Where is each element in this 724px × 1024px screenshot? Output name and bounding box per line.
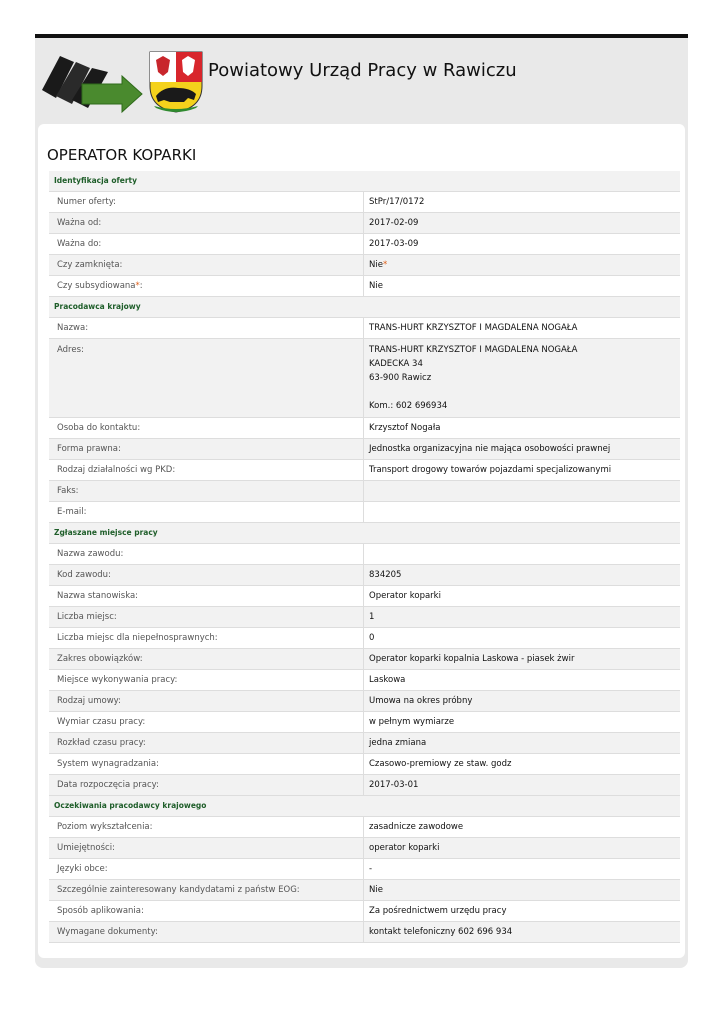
- field-label-text: Kod zawodu:: [57, 570, 111, 580]
- table-row: [49, 733, 680, 754]
- field-label-text: Liczba miejsc dla niepełnosprawnych:: [57, 633, 218, 643]
- page-frame: [35, 34, 688, 968]
- table-row: [49, 318, 680, 339]
- field-label-text: Forma prawna:: [57, 444, 121, 454]
- job-title: OPERATOR KOPARKI: [47, 146, 197, 164]
- table-row: [49, 691, 680, 712]
- field-label-text: Zakres obowiązków:: [57, 654, 143, 664]
- table-row: [49, 481, 680, 502]
- table-row: [49, 901, 680, 922]
- field-label-text: Czy subsydiowana: [57, 281, 136, 291]
- field-label-text: Rozkład czasu pracy:: [57, 738, 146, 748]
- field-value: [364, 775, 680, 795]
- address-line: KADECKA 34: [369, 359, 423, 369]
- field-value: [364, 859, 680, 879]
- field-value: [364, 439, 680, 459]
- field-label-text: Osoba do kontaktu:: [57, 423, 141, 433]
- table-row: [49, 712, 680, 733]
- field-value: [364, 418, 680, 438]
- field-label-text: Umiejętności:: [57, 843, 115, 853]
- field-label: [49, 502, 364, 522]
- field-value-text: Transport drogowy towarów pojazdami specjalizowanymi: [369, 465, 612, 475]
- field-value-text: 1: [369, 612, 375, 622]
- table-row: [49, 213, 680, 234]
- table-row: [49, 255, 680, 276]
- section-heading: Identyfikacja oferty: [49, 171, 680, 192]
- address-line: [369, 385, 680, 399]
- table-row: [49, 670, 680, 691]
- table-row: [49, 607, 680, 628]
- field-label-text: Nazwa stanowiska:: [57, 591, 139, 601]
- field-label-text: Numer oferty:: [57, 197, 116, 207]
- field-value-text: kontakt telefoniczny 602 696 934: [369, 927, 513, 937]
- table-row: [49, 775, 680, 796]
- field-label-text: Nazwa:: [57, 323, 89, 333]
- table-row: [49, 339, 680, 418]
- field-value: [364, 880, 680, 900]
- field-value-text: 0: [369, 633, 375, 643]
- field-label: [49, 276, 364, 296]
- field-value-text: Laskowa: [369, 675, 406, 685]
- field-label: [49, 318, 364, 338]
- field-value-text: 2017-03-09: [369, 239, 419, 249]
- field-label-text: System wynagradzania:: [57, 759, 159, 769]
- field-value-text: Nie: [369, 885, 383, 895]
- table-row: [49, 838, 680, 859]
- field-value: [364, 754, 680, 774]
- field-label-suffix: :: [139, 281, 143, 291]
- field-label: [49, 544, 364, 564]
- field-label: [49, 922, 364, 942]
- field-value-text: 834205: [369, 570, 402, 580]
- field-label: [49, 565, 364, 585]
- field-label: [49, 418, 364, 438]
- field-label: [49, 649, 364, 669]
- field-label: [49, 255, 364, 275]
- field-value-text: Czasowo-premiowy ze staw. godz: [369, 759, 512, 769]
- field-label: [49, 775, 364, 795]
- address-line: Kom.: 602 696934: [369, 401, 448, 411]
- field-label-text: Wymagane dokumenty:: [57, 927, 158, 937]
- table-row: [49, 628, 680, 649]
- field-label-text: Miejsce wykonywania pracy:: [57, 675, 178, 685]
- field-value: [364, 901, 680, 921]
- field-value-text: Nie: [369, 260, 383, 270]
- field-value: [364, 565, 680, 585]
- field-value: [364, 733, 680, 753]
- field-label-text: Ważna od:: [57, 218, 102, 228]
- field-value: [364, 339, 680, 417]
- required-star: *: [135, 281, 140, 291]
- field-label-text: Adres:: [57, 345, 84, 355]
- field-value: [364, 670, 680, 690]
- address-line: 63-900 Rawicz: [369, 373, 432, 383]
- field-value: [364, 544, 680, 564]
- section-heading: Pracodawca krajowy: [49, 297, 680, 318]
- field-value-text: 2017-02-09: [369, 218, 419, 228]
- field-value-text: Umowa na okres próbny: [369, 696, 473, 706]
- field-label-text: Faks:: [57, 486, 79, 496]
- field-label: [49, 838, 364, 858]
- field-label: [49, 859, 364, 879]
- coat-of-arms-icon: [148, 50, 204, 114]
- field-label: [49, 234, 364, 254]
- field-label: [49, 339, 364, 417]
- field-value: [364, 502, 680, 522]
- field-value-text: 2017-03-01: [369, 780, 419, 790]
- field-label-text: Szczególnie zainteresowany kandydatami z państw EOG:: [57, 885, 300, 895]
- field-value-text: Za pośrednictwem urzędu pracy: [369, 906, 507, 916]
- field-label: [49, 901, 364, 921]
- field-value: [364, 460, 680, 480]
- field-value: [364, 255, 680, 275]
- field-value: [364, 649, 680, 669]
- field-value: [364, 192, 680, 212]
- field-value: [364, 234, 680, 254]
- field-value: [364, 712, 680, 732]
- field-value-text: Nie: [369, 281, 383, 291]
- field-label: [49, 586, 364, 606]
- field-label-text: Ważna do:: [57, 239, 102, 249]
- field-label: [49, 712, 364, 732]
- field-value-text: Operator koparki: [369, 591, 441, 601]
- table-row: [49, 880, 680, 901]
- field-value-text: Jednostka organizacyjna nie mająca osobowości prawnej: [369, 444, 611, 454]
- field-label: [49, 670, 364, 690]
- field-label: [49, 754, 364, 774]
- field-label-text: Data rozpoczęcia pracy:: [57, 780, 159, 790]
- required-star: *: [382, 260, 388, 270]
- field-label: [49, 607, 364, 627]
- field-value-text: zasadnicze zawodowe: [369, 822, 464, 832]
- field-label: [49, 481, 364, 501]
- table-row: [49, 439, 680, 460]
- address-line: TRANS-HURT KRZYSZTOF I MAGDALENA NOGAŁA: [369, 345, 578, 355]
- field-value-text: TRANS-HURT KRZYSZTOF I MAGDALENA NOGAŁA: [369, 323, 578, 333]
- table-row: [49, 276, 680, 297]
- field-label-text: Rodzaj działalności wg PKD:: [57, 465, 176, 475]
- table-row: [49, 544, 680, 565]
- org-title: Powiatowy Urząd Pracy w Rawiczu: [208, 60, 517, 81]
- field-label-text: E-mail:: [57, 507, 87, 517]
- field-label: [49, 439, 364, 459]
- table-row: [49, 234, 680, 255]
- field-value-text: w pełnym wymiarze: [369, 717, 455, 727]
- field-label: [49, 880, 364, 900]
- field-label-text: Sposób aplikowania:: [57, 906, 144, 916]
- section-heading: Zgłaszane miejsce pracy: [49, 523, 680, 544]
- field-label: [49, 192, 364, 212]
- field-label-text: Wymiar czasu pracy:: [57, 717, 146, 727]
- field-value: [364, 838, 680, 858]
- table-row: [49, 418, 680, 439]
- offer-table: [49, 171, 680, 943]
- field-value: [364, 481, 680, 501]
- field-label: [49, 733, 364, 753]
- field-label-text: Rodzaj umowy:: [57, 696, 121, 706]
- field-label: [49, 817, 364, 837]
- field-value-text: StPr/17/0172: [369, 197, 425, 207]
- offer-card: [38, 124, 685, 958]
- field-value: [364, 922, 680, 942]
- field-value: [364, 276, 680, 296]
- table-row: [49, 460, 680, 481]
- field-value: [364, 213, 680, 233]
- field-value: [364, 607, 680, 627]
- field-label: [49, 628, 364, 648]
- field-value: [364, 318, 680, 338]
- field-label: [49, 691, 364, 711]
- table-row: [49, 922, 680, 943]
- field-label-text: Nazwa zawodu:: [57, 549, 124, 559]
- section-heading: Oczekiwania pracodawcy krajowego: [49, 796, 680, 817]
- field-label-text: Języki obce:: [57, 864, 108, 874]
- field-value-text: jedna zmiana: [369, 738, 427, 748]
- table-row: [49, 192, 680, 213]
- field-label-text: Czy zamknięta:: [57, 260, 123, 270]
- table-row: [49, 502, 680, 523]
- table-row: [49, 859, 680, 880]
- field-value-text: -: [369, 864, 373, 874]
- table-row: [49, 565, 680, 586]
- pup-logo-icon: [38, 50, 144, 114]
- field-label-text: Poziom wykształcenia:: [57, 822, 153, 832]
- table-row: [49, 649, 680, 670]
- field-label: [49, 213, 364, 233]
- field-label: [49, 460, 364, 480]
- field-value-text: operator koparki: [369, 843, 440, 853]
- table-row: [49, 586, 680, 607]
- field-value-text: Operator koparki kopalnia Laskowa - piasek żwir: [369, 654, 575, 664]
- field-value: [364, 628, 680, 648]
- field-value: [364, 586, 680, 606]
- table-row: [49, 817, 680, 838]
- field-label-text: Liczba miejsc:: [57, 612, 117, 622]
- field-value: [364, 691, 680, 711]
- field-value: [364, 817, 680, 837]
- table-row: [49, 754, 680, 775]
- header: [35, 38, 688, 118]
- field-value-text: Krzysztof Nogała: [369, 423, 441, 433]
